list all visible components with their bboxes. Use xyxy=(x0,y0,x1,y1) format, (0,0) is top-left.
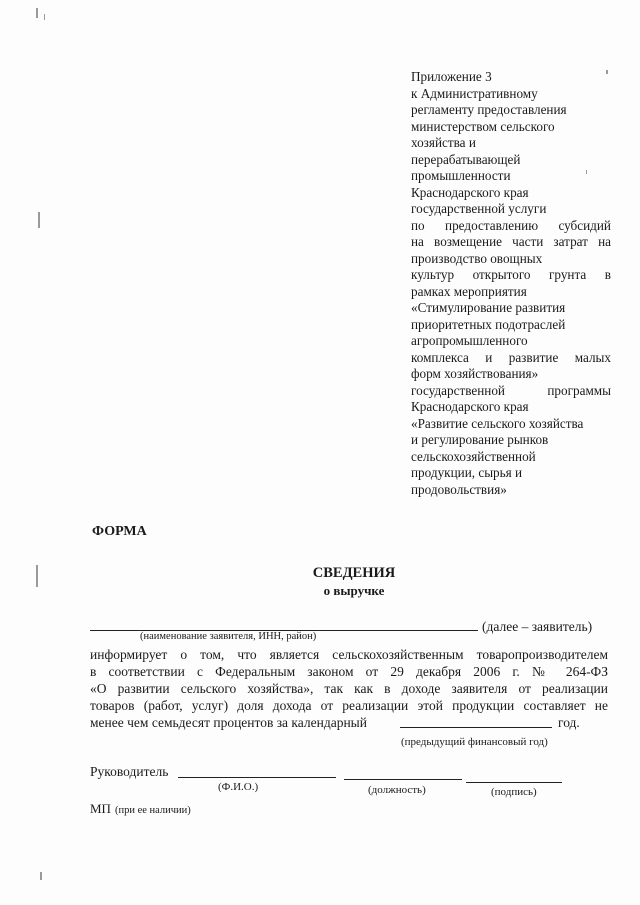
appendix-line: комплекса и развитие малых xyxy=(411,349,611,365)
scan-speck xyxy=(40,872,42,880)
appendix-line: форм хозяйствования» xyxy=(411,366,539,381)
scan-speck xyxy=(606,70,608,74)
scan-speck xyxy=(38,212,40,228)
form-label: ФОРМА xyxy=(92,524,147,539)
body-last-line xyxy=(90,714,608,731)
position-line xyxy=(344,779,462,780)
appendix-line: на возмещение части затрат на xyxy=(411,234,611,249)
document-title: СВЕДЕНИЯ xyxy=(312,565,396,581)
appendix-line: продукции, сырья и xyxy=(411,465,523,480)
appendix-line: государственной программы xyxy=(411,382,611,398)
stamp-condition: (при ее наличии) xyxy=(114,805,191,816)
appendix-line: и регулирование рынков xyxy=(411,432,549,447)
stamp-note xyxy=(90,801,191,817)
body-paragraph xyxy=(90,646,608,731)
appendix-line: к Административному xyxy=(411,85,538,101)
appendix-line: Краснодарского края xyxy=(411,399,529,414)
signature-caption: (подпись) xyxy=(491,786,537,798)
body-line: товаров (работ, услуг) доля дохода от реализации этой продукции составляет не xyxy=(90,698,608,713)
appendix-line: сельскохозяйственной xyxy=(411,448,536,464)
appendix-line: производство овощных xyxy=(411,250,543,266)
applicant-caption: (наименование заявителя, ИНН, район) xyxy=(140,631,317,642)
appendix-line: приоритетных подотраслей xyxy=(411,316,566,332)
appendix-line: регламенту предоставления xyxy=(411,102,567,117)
body-line: менее чем семьдесят процентов за календарный xyxy=(90,715,367,730)
appendix-line: продовольствия» xyxy=(411,481,507,497)
signature-line xyxy=(466,782,562,783)
document-subtitle: о выручке xyxy=(323,583,385,598)
appendix-line: Приложение 3 xyxy=(411,69,492,84)
stamp-label: МП xyxy=(90,801,111,816)
fio-caption: (Ф.И.О.) xyxy=(218,781,259,793)
year-caption: (предыдущий финансовый год) xyxy=(401,736,548,748)
appendix-line: «Развитие сельского хозяйства xyxy=(411,415,584,431)
appendix-line: хозяйства и xyxy=(411,135,476,150)
appendix-line: культур открытого грунта в xyxy=(411,267,611,282)
appendix-line: промышленности xyxy=(411,168,511,183)
appendix-line: «Стимулирование развития xyxy=(411,300,566,315)
year-blank-line xyxy=(400,727,552,728)
appendix-line: по предоставлению субсидий xyxy=(411,217,611,233)
fio-line xyxy=(178,777,336,778)
appendix-line: министерством сельского xyxy=(411,118,555,134)
year-word: год. xyxy=(558,715,580,730)
appendix-line: Краснодарского края xyxy=(411,184,529,200)
head-label: Руководитель xyxy=(90,764,169,779)
scan-speck xyxy=(586,170,587,174)
scan-speck xyxy=(36,565,38,587)
appendix-line: агропромышленного xyxy=(411,333,528,348)
appendix-line: рамках мероприятия xyxy=(411,283,527,299)
scan-speck xyxy=(36,8,38,18)
applicant-suffix: (далее – заявитель) xyxy=(482,619,593,634)
body-line: информирует о том, что является сельскохозяйственным товаропроизводителем xyxy=(90,647,608,662)
body-line: «О развитии сельского хозяйства», так как в доходе заявителя от реализации xyxy=(90,681,608,696)
appendix-header xyxy=(411,69,611,498)
appendix-line: перерабатывающей xyxy=(411,151,521,167)
position-caption: (должность) xyxy=(368,784,426,796)
appendix-line: государственной услуги xyxy=(411,201,547,216)
scan-speck xyxy=(44,14,45,20)
body-line: в соответствии с Федеральным законом от 29 декабря 2006 г. № 264-ФЗ xyxy=(90,664,608,679)
